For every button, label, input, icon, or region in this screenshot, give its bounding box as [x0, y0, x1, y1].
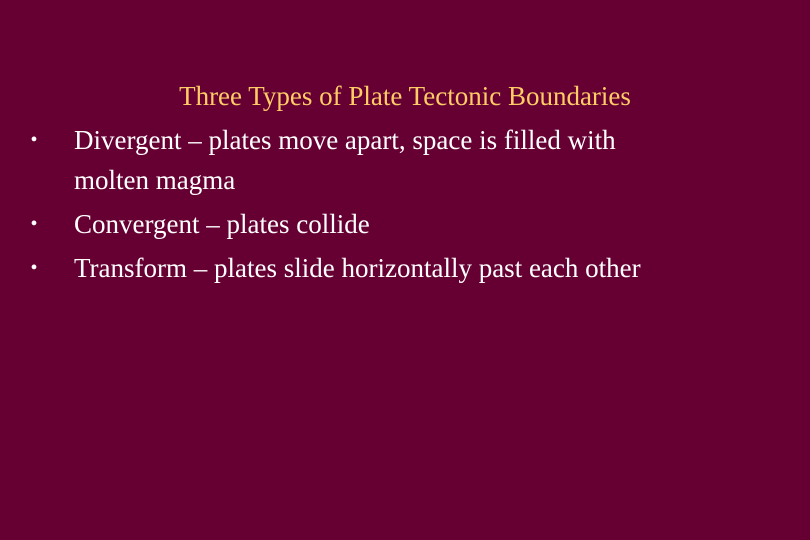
bullet-dot-icon: •: [30, 129, 38, 151]
bullet-dot-icon: •: [30, 257, 38, 279]
bullet-text: [74, 120, 760, 200]
bullet-line: Transform – plates slide horizontally past each other: [74, 253, 641, 283]
bullet-item-convergent: [0, 204, 760, 244]
bullet-dot-icon: •: [30, 213, 38, 235]
bullet-list: [0, 120, 760, 292]
bullet-line: molten magma: [74, 165, 236, 195]
slide-title: Three Types of Plate Tectonic Boundaries: [179, 81, 631, 111]
bullet-line: Convergent – plates collide: [74, 209, 370, 239]
bullet-text: [74, 248, 760, 288]
bullet-line: Divergent – plates move apart, space is filled with: [74, 125, 616, 155]
bullet-text: [74, 204, 760, 244]
bullet-item-transform: [0, 248, 760, 288]
bullet-item-divergent: [0, 120, 760, 200]
